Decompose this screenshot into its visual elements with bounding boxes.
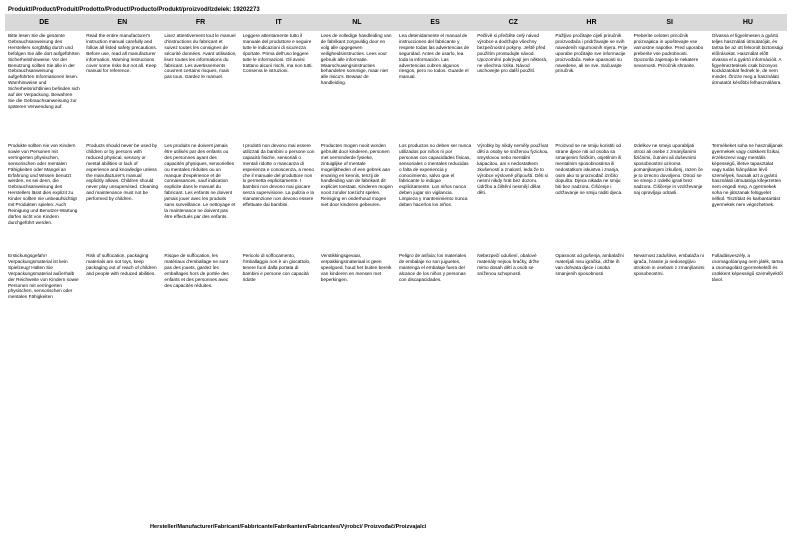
children-warning-cell-hr: Proizvod se ne smiju koristiti od strane djece niti od osoba sa smanjenim fizičkim, osjetilnim ili mentalnim sposobnostima ili nedostatkom iskustva i znanja, osim ako to proizvođač izričito dopušta. Djeca nikada ne smiju biti bez nadzora. Čišćenje i održavanje ne smiju raditi djeca. (555, 143, 623, 196)
instructions-cell-nl: Lees de volledige handleiding van de fabrikant zorgvuldig door en volg alle opgegeven veiligheidsinstructies. Lees voor gebruik alle informatie. Waarschuwingsinstructies behandelen sommige, maar niet alle risico's. Bewaar de handleiding. (320, 33, 392, 86)
language-header-hu: HU (742, 19, 753, 26)
children-warning-cell-cz: Výrobky by nikdy neměly používat děti a osoby se sníženou fyzickou, smyslovou nebo mentální kapacitou, ani s nedostatkem zkušeností a znalostí, leda že to výrobce výslovně připouští. Děti si nesmí nikdy hrát bez dozoru. Údržbu a čištění nesmějí dělat děti. (477, 143, 549, 196)
children-warning-cell-de: Produkte sollten nie von Kindern sowie von Personen mit verringerten physischen, sensorischen oder mentalen Fähigkeiten oder Mangel an Erfahrung und Wissen benutzt werden, es sei denn, die Gebrauchsanweisung des Herstellers lässt dies explizit zu. Kinder sollten nie unbeaufsichtigt mit Produkten spielen. Auch Reinigung und Benutzer-Wartung dürfen nicht von Kindern durchgeführt werden. (8, 143, 78, 225)
language-header-fr: FR (195, 19, 206, 26)
instructions-cell-hu: Olvassa el figyelmesen a gyártó teljes használati útmutatóját, és tartsa be az ott felsorolt biztonsági előírásokat. Használat előtt olvassa el a gyártó információit. A figyelmeztetések csak bizonyos kockázatokat fednek le, de nem mindet. Őrizze meg a használati útmutatót későbbi felhasználásra. (711, 33, 783, 86)
instructions-cell-de: Bitte lesen Sie die gesamte Gebrauchsanweisung des Herstellers sorgfältig durch und befolgen Sie alle dort aufgeführten Sicherheitshinweise. Vor der Benutzung sollten Sie alle in der Gebrauchsanweisung aufgeführten Informationen lesen. Warnhinweise und Sicherheitsrichtlinien befinden sich auf der Verpackung. Bewahren Sie die Gebrauchsanweisung zur späteren Verwendung auf. (8, 33, 80, 109)
children-warning-cell-nl: Producten mogen nooit worden gebruikt door kinderen, personen met verminderde fysieke, zintuiglijke of mentale mogelijkheden of een gebrek aan ervaring en kennis, tenzij de handleiding van de fabrikant dit expliciet toestaat. Kinderen mogen nooit zonder toezicht spelen. Reiniging en onderhoud mogen niet door kinderen gebeuren. (320, 143, 393, 208)
suffocation-warning-cell-en: Risk of suffocation, packaging materials are not toys, keep packaging out of reach of children and people with reduced abilities. (86, 253, 157, 276)
instructions-cell-es: Lea detenidamente el manual de instrucciones del fabricante y respete todas las advertencias de seguridad. Antes de usarlo, lea toda la información. Las advertencias cubren algunos riesgos, pero no todos. Guarde el manual. (398, 33, 470, 80)
language-header-it: IT (275, 19, 282, 26)
instructions-cell-si: Preberite celoten priročnik proizvajalca in upoštevajte vse varnostne napotke. Pred uporabo preberite vse podrobnosti. Opozorila zajemajo le nekatere nevarnosti. Priročnik shranite. (633, 33, 704, 68)
suffocation-warning-cell-de: Erstickungsgefahr! Verpackungsmaterial ist kein Spielzeug! Halten Sie Verpackungsmaterial außerhalb der Reichweite von Kindern sowie Personen mit verringerten physischen, sensorischen oder mentalen Fähigkeiten (8, 253, 79, 300)
instructions-cell-fr: Lisez attentivement tout le manuel d'instructions du fabricant et suivez toutes les consignes de sécurité données. Avant utilisation, lisez toutes les informations du fabricant. Les avertissements couvrent certains risques, mais pas tous. Gardez le manuel. (164, 33, 237, 80)
language-header-es: ES (430, 19, 440, 26)
suffocation-warning-cell-nl: Verstikkingsgevaar, verpakkingsmateriaal is geen speelgoed, houd het buiten bereik van kinderen en mensen met beperkingen. (320, 253, 392, 282)
suffocation-warning-cell-cz: Nebezpečí udušení, obalové materiály nejsou hračky, držte mimo dosah dětí a osob se sníženou schopností. (477, 253, 540, 276)
suffocation-warning-cell-it: Pericolo di soffocamento, l'imballaggio non è un giocattolo, tenere fuori dalla portata di bambini e persone con capacità ridotte (242, 253, 311, 282)
instructions-cell-cz: Pečlivě si přečtěte celý návod výrobce a dodržujte všechny bezpečnostní pokyny. Ještě před použitím prostudujte návod. Upozornění pokrývají jen některá, ne všechna rizika. Návod uschovejte pro další použití. (477, 33, 548, 74)
manufacturer-footer: Hersteller/Manufacturer/Fabricant/Fabbricante/Fabrikanten/Fabricantes/Výrobci/ Proizvođač/Proizvajalci (150, 524, 427, 530)
suffocation-warning-cell-hr: Opasnost od gušenja, ambalažni materijali nisu igračka, držite ih van dohvata djece i osoba smanjenih sposobnosti (555, 253, 624, 276)
language-header-si: SI (666, 19, 673, 26)
children-warning-cell-es: Los productos no deben ser nunca utilizados por niños ni por personas con capacidades físicas, sensoriales o mentales reducidas o falta de experiencia y conocimiento, salvo que el fabricante lo indique explícitamente. Los niños nunca deben jugar sin vigilancia. Limpieza y mantenimiento nunca deben hacerlos los niños. (398, 143, 472, 208)
suffocation-warning-cell-si: Nevarnost zadušitve, embalaža ni igrača, hranite jo nedosegljivo otrokom in osebam z zmanjšanimi sposobnostmi. (633, 253, 705, 276)
suffocation-warning-cell-es: Peligro de asfixia; los materiales de embalaje no son juguetes, mantenga el embalaje fuera del alcance de los niños y personas con discapacidades. (398, 253, 467, 282)
instructions-cell-en: Read the entire manufacturer's instruction manual carefully and follow all listed safety precautions. Before use, read all manufacturer information. Warning instructions cover some risks but not all. Keep manual for reference. (86, 33, 158, 74)
children-warning-cell-en: Products should never be used by children or by persons with reduced physical, sensory or mental abilities or lack of experience and knowledge unless the manufacturer's manual explicitly allows. Children should never play unsupervised. Cleaning and maintenance must not be performed by children. (86, 143, 159, 202)
document-title: Produkt/Product/Produit/Prodotto/Product/Producto/Produkt/proizvod/Izdelek: 19202273 (8, 7, 260, 13)
language-header-row (5, 14, 787, 31)
instructions-cell-it: Leggere attentamente tutto il manuale del produttore e seguire tutte le indicazioni di sicurezza riportate. Prima dell'uso leggere tutte le informazioni. Gli avvisi trattano alcuni rischi, ma non tutti. Conserva le istruzioni. (242, 33, 313, 74)
children-warning-row (5, 143, 787, 226)
children-warning-cell-fr: Les produits ne doivent jamais être utilisés par des enfants ou des personnes ayant des capacités physiques, sensorielles ou mentales réduites ou un manque d'expérience et de connaissances, sauf indication explicite dans le manuel du fabricant. Les enfants ne doivent jamais jouer avec les produits sans surveillance. Le nettoyage et la maintenance ne doivent pas être effectués par des enfants. (164, 143, 236, 219)
children-warning-cell-si: Izdelkov ne smejo uporabljati otroci ali osebe z zmanjšanimi fizičnimi, čutnimi ali duševnimi sposobnostmi oziroma pomanjkanjem izkušenj, razen če je to izrecno dovoljeno. Otroci se ne smejo z izdelki igrati brez nadzora. Čiščenje in vzdrževanje naj opravljajo odrasli. (633, 143, 703, 196)
language-header-en: EN (117, 19, 128, 26)
language-header-nl: NL (352, 19, 362, 26)
suffocation-warning-cell-hu: Fulladásveszély, a csomagolóanyag nem játék, tartsa a csomagolást gyermekektől és csökkent képességű személyektől távol. (711, 253, 784, 282)
language-header-hr: HR (586, 19, 597, 26)
suffocation-warning-row (5, 253, 787, 300)
children-warning-cell-hu: Termékeket soha ne használjanak gyermekek vagy csökkent fizikai, érzékszervi vagy mentális képességű, illetve tapasztalat vagy tudás hiányában lévő személyek, hacsak azt a gyártó használati útmutatója kifejezetten nem engedi meg. A gyermekek soha ne játszanak felügyelet nélkül. Tisztítást és karbantartást gyermekek nem végezhetnek. (711, 143, 783, 208)
instructions-cell-hr: Pažljivo pročitajte cijeli priručnik proizvođača i pridržavajte se svih navedenih sigurnosnih mjera. Prije uporabe pročitajte sve informacije proizvođača. Neke opasnosti su navedene, ali ne sve. Sačuvajte priručnik. (555, 33, 628, 74)
suffocation-warning-cell-fr: Risque de suffocation, les matériaux d'emballage ne sont pas des jouets, gardez les emballages hors de portée des enfants et des personnes avec des capacités réduites. (164, 253, 229, 288)
language-header-cz: CZ (508, 19, 518, 26)
instructions-row (5, 33, 787, 110)
children-warning-cell-it: I prodotti non devono mai essere utilizzati da bambini o persone con capacità fisiche, sensoriali o mentali ridotte o mancanza di esperienza e conoscenza, a meno che il manuale del produttore non lo permetta esplicitamente. I bambini non devono mai giocare senza supervisione. La pulizia e la manutenzione non devono essere effettuate dai bambini. (242, 143, 315, 208)
language-header-de: DE (39, 19, 49, 26)
